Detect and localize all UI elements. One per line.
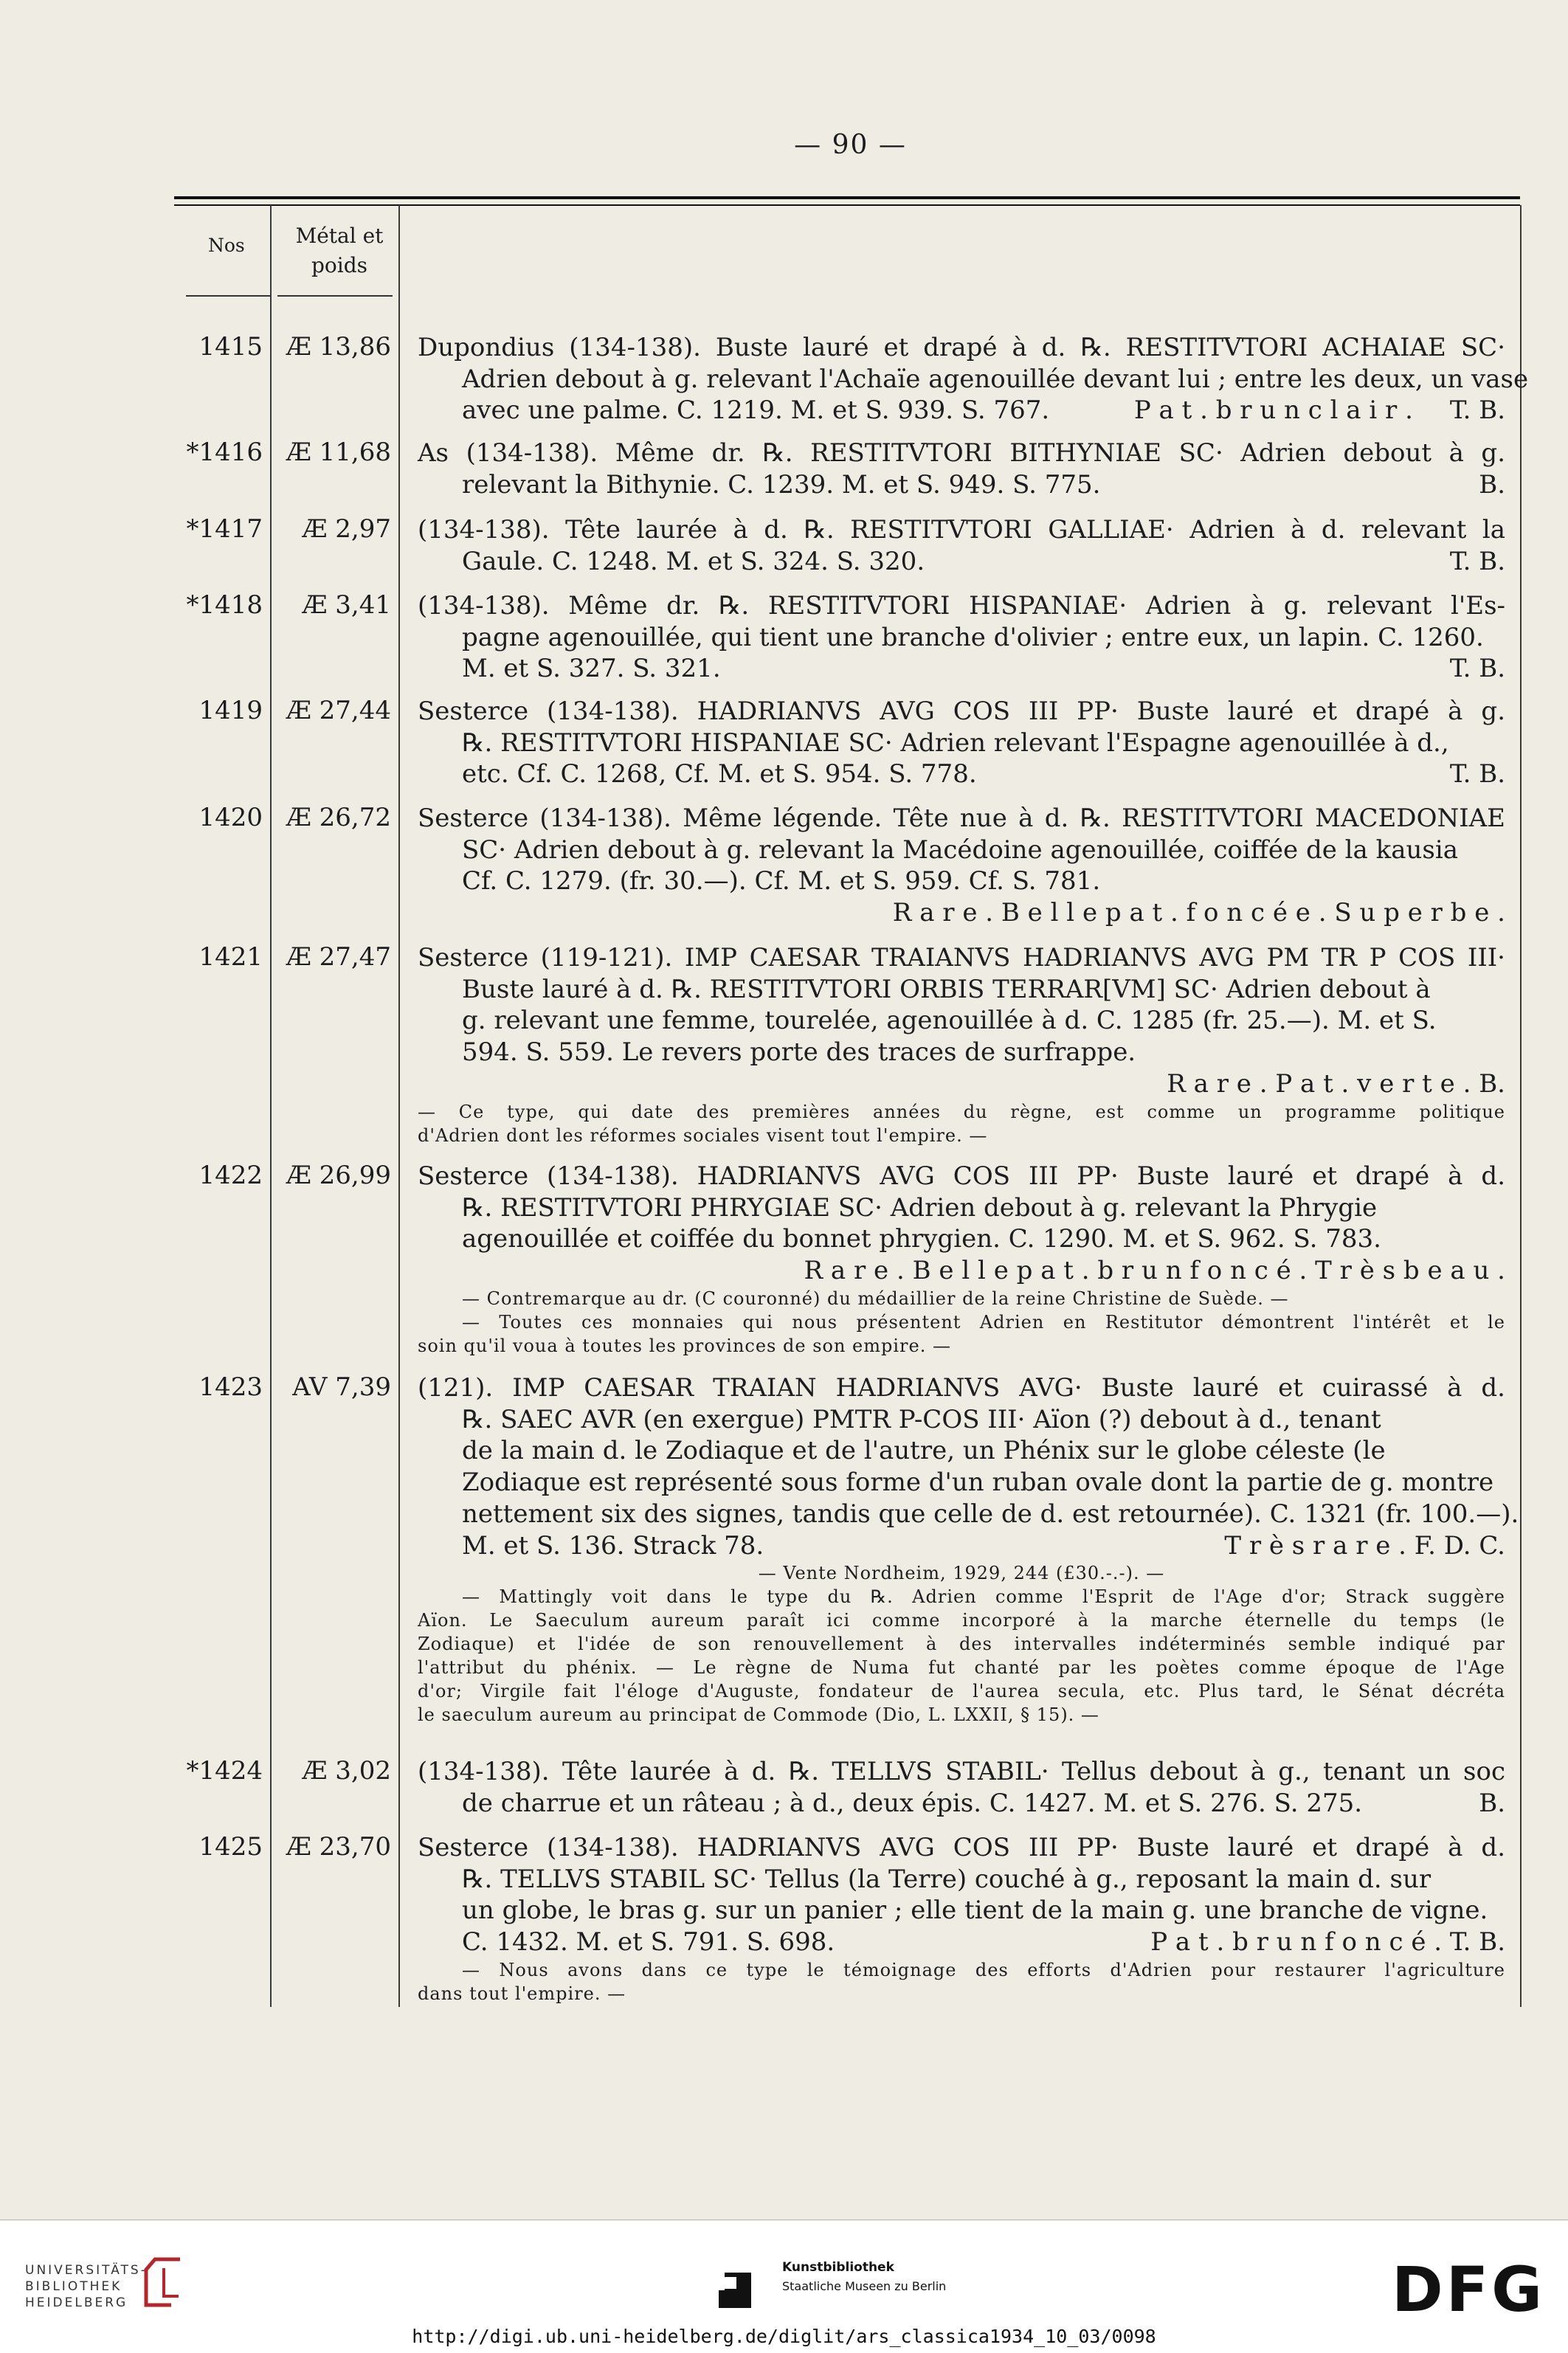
entry-description	[418, 514, 1505, 577]
column-divider-metal	[398, 205, 400, 2007]
entry-note: Zodiaque) et l'idée de son renouvellement à des intervalles indéterminés semble indiqué par	[418, 1634, 1505, 1655]
kunstbibliothek-logo[interactable]	[782, 2258, 946, 2296]
header-metal-line2: poids	[311, 253, 368, 277]
kb-subtitle: Staatliche Museen zu Berlin	[782, 2279, 947, 2293]
entry-grade: R a r e . B e l l e p a t . b r u n f o n c é . T r è s b e a u .	[804, 1256, 1505, 1286]
entry-line: Sesterce (134-138). Même légende. Tête nue à d. ℞. RESTITVTORI MACEDONIAE	[418, 804, 1505, 833]
entry-line: SC· Adrien debout à g. relevant la Macédoine agenouillée, coiffée de la kausia	[462, 835, 1458, 865]
entry-number: 1415	[198, 332, 263, 362]
entry-line: C. 1432. M. et S. 791. S. 698. P a t . b r u n f o n c é . T. B.	[462, 1927, 1505, 1958]
entry-line: g. relevant une femme, tourelée, agenouillée à d. C. 1285 (fr. 25.—). M. et S.	[462, 1006, 1437, 1036]
entry-line: ℞. RESTITVTORI PHRYGIAE SC· Adrien debout à g. relevant la Phrygie	[462, 1192, 1378, 1223]
entry-metal-weight: Æ 2,97	[302, 514, 391, 544]
entry-line: avec une palme. C. 1219. M. et S. 939. S. 767. T. B. P a t . b r u n c l a i r .	[462, 395, 1505, 426]
header-rule-nos	[186, 295, 270, 297]
entry-number: 1421	[198, 942, 263, 972]
entry-description	[418, 1832, 1505, 2005]
entry-note: — Contremarque au dr. (C couronné) du médaillier de la reine Christine de Suède. —	[462, 1288, 1289, 1309]
entry-metal-weight: Æ 26,99	[286, 1161, 391, 1190]
entry-metal-weight: Æ 3,41	[302, 590, 391, 620]
entry-line: ℞. SAEC AVR (en exergue) PMTR P-COS III· Aïon (?) debout à d., tenant	[462, 1404, 1381, 1434]
entry-line: Adrien debout à g. relevant l'Achaïe agenouillée devant lui ; entre les deux, un vase	[462, 364, 1529, 394]
entry-line: de charrue et un râteau ; à d., deux épis. C. 1427. M. et S. 276. S. 275. B.	[462, 1788, 1505, 1818]
entry-line: ℞. RESTITVTORI HISPANIAE SC· Adrien relevant l'Espagne agenouillée à d.,	[462, 728, 1449, 758]
entry-note: le saeculum aureum au principat de Commode (Dio, L. LXXII, § 15). —	[418, 1704, 1099, 1726]
entry-note: — Nous avons dans ce type le témoignage des efforts d'Adrien pour restaurer l'agriculture	[462, 1959, 1505, 1980]
entry-line: Sesterce (134-138). HADRIANVS AVG COS III PP· Buste lauré et drapé à d.	[418, 1833, 1505, 1862]
entry-line: Sesterce (134-138). HADRIANVS AVG COS III PP· Buste lauré et drapé à g.	[418, 697, 1505, 726]
entry-line: etc. Cf. C. 1268, Cf. M. et S. 954. S. 778. T. B.	[462, 759, 1505, 789]
source-url-link[interactable]: http://digi.ub.uni-heidelberg.de/diglit/ars_classica1934_10_03/0098	[412, 2326, 1156, 2347]
entry-line: (134-138). Même dr. ℞. RESTITVTORI HISPANIAE· Adrien à g. relevant l'Es-	[418, 591, 1505, 621]
entry-description	[418, 1161, 1505, 1358]
entry-note: — Vente Nordheim, 1929, 244 (£30.-.-). —	[758, 1563, 1165, 1584]
entry-description	[418, 1372, 1519, 1727]
entry-number: 1420	[198, 803, 263, 832]
column-divider-right	[1520, 205, 1522, 2007]
entry-metal-weight: Æ 3,02	[302, 1756, 391, 1786]
entry-note: — Ce type, qui date des premières années du règne, est comme un programme politique	[418, 1101, 1505, 1122]
entry-number: 1425	[198, 1832, 263, 1862]
uni-logo-line: HEIDELBERG	[25, 2295, 128, 2310]
footer	[0, 2221, 1568, 2353]
entry-number: *1418	[186, 590, 263, 620]
entry-description	[418, 590, 1505, 685]
entry-line: M. et S. 327. S. 321. T. B.	[462, 654, 1505, 684]
entry-description	[418, 696, 1505, 790]
header-metal-weight	[280, 221, 398, 280]
entry-line: Gaule. C. 1248. M. et S. 324. S. 320. T. B.	[462, 546, 1505, 576]
entry-line: nettement six des signes, tandis que celle de d. est retournée). C. 1321 (fr. 100.—).	[462, 1499, 1519, 1529]
header-nos: Nos	[208, 235, 245, 256]
header-metal-line1: Métal et	[295, 224, 384, 248]
top-rule-thin	[174, 204, 1520, 206]
dfg-logo[interactable]: DFG	[1392, 2253, 1546, 2326]
university-mark-icon	[142, 2255, 186, 2309]
entry-line: Zodiaque est représenté sous forme d'un ruban ovale dont la partie de g. montre	[462, 1468, 1494, 1498]
entry-metal-weight: AV 7,39	[292, 1372, 391, 1402]
entry-description	[418, 803, 1505, 929]
footer-divider	[0, 2219, 1568, 2220]
entry-line: Sesterce (134-138). HADRIANVS AVG COS III PP· Buste lauré et drapé à d.	[418, 1161, 1505, 1191]
column-divider-nos	[270, 205, 272, 2007]
entry-note: — Mattingly voit dans le type du ℞. Adrien comme l'Esprit de l'Age d'or; Strack suggère	[462, 1586, 1505, 1608]
entry-line: (134-138). Tête laurée à d. ℞. TELLVS STABIL· Tellus debout à g., tenant un soc	[418, 1757, 1505, 1786]
entry-note: d'Adrien dont les réformes sociales visent tout l'empire. —	[418, 1124, 988, 1146]
entry-metal-weight: Æ 11,68	[286, 438, 391, 467]
entry-line: Dupondius (134-138). Buste lauré et drapé à d. ℞. RESTITVTORI ACHAIAE SC·	[418, 333, 1505, 362]
entry-grade: R a r e . P a t . v e r t e . B.	[1167, 1068, 1505, 1099]
page-number: — 90 —	[794, 130, 907, 160]
entry-note: soin qu'il voua à toutes les provinces de son empire. —	[418, 1335, 951, 1356]
kb-title: Kunstbibliothek	[782, 2260, 894, 2275]
entry-line: (121). IMP CAESAR TRAIAN HADRIANVS AVG· Buste lauré et cuirassé à d.	[418, 1373, 1505, 1403]
entry-metal-weight: Æ 27,44	[286, 696, 391, 725]
entry-metal-weight: Æ 23,70	[286, 1832, 391, 1862]
entry-note: — Toutes ces monnaies qui nous présentent Adrien en Restitutor démontrent l'intérêt et le	[462, 1311, 1505, 1333]
entry-line: un globe, le bras g. sur un panier ; elle tient de la main g. une branche de vigne.	[462, 1896, 1488, 1926]
entry-description	[418, 332, 1529, 426]
entry-line: Buste lauré à d. ℞. RESTITVTORI ORBIS TERRAR[VM] SC· Adrien debout à	[462, 974, 1431, 1004]
uni-logo-line: UNIVERSITÄTS-	[25, 2263, 148, 2278]
uni-logo-line: BIBLIOTHEK	[25, 2279, 122, 2294]
entry-grade: R a r e . B e l l e p a t . f o n c é e . S u p e r b e .	[892, 898, 1505, 928]
entry-line: (134-138). Tête laurée à d. ℞. RESTITVTORI GALLIAE· Adrien à d. relevant la	[418, 515, 1505, 545]
entry-metal-weight: Æ 27,47	[286, 942, 391, 972]
entry-note: dans tout l'empire. —	[418, 1983, 626, 2004]
entry-line: Cf. C. 1279. (fr. 30.—). Cf. M. et S. 959. Cf. S. 781.	[462, 866, 1101, 896]
entry-note: d'or; Virgile fait l'éloge d'Auguste, fondateur de l'aurea secula, etc. Plus tard, le Sénat décréta	[418, 1681, 1505, 1702]
entry-description	[418, 1756, 1505, 1819]
entry-line: pagne agenouillée, qui tient une branche d'olivier ; entre eux, un lapin. C. 1260.	[462, 622, 1484, 652]
entry-number: *1417	[186, 514, 263, 544]
entry-description	[418, 438, 1505, 500]
entry-line: Sesterce (119-121). IMP CAESAR TRAIANVS HADRIANVS AVG PM TR P COS III·	[418, 943, 1505, 972]
entry-metal-weight: Æ 13,86	[286, 332, 391, 362]
top-rule-thick	[174, 196, 1520, 199]
entry-number: 1423	[198, 1372, 263, 1402]
entry-number: *1416	[186, 438, 263, 467]
entry-line: ℞. TELLVS STABIL SC· Tellus (la Terre) couché à g., reposant la main d. sur	[462, 1864, 1431, 1894]
entry-number: 1422	[198, 1161, 263, 1190]
entry-line: relevant la Bithynie. C. 1239. M. et S. 949. S. 775. B.	[462, 469, 1505, 500]
entry-note: l'attribut du phénix. — Le règne de Numa fut chanté par les poètes comme époque de l'Age	[418, 1657, 1505, 1679]
header-rule-metal	[277, 295, 393, 297]
entry-line: de la main d. le Zodiaque et de l'autre, un Phénix sur le globe céleste (le	[462, 1436, 1386, 1466]
university-library-logo[interactable]	[25, 2262, 148, 2311]
entry-line: As (134-138). Même dr. ℞. RESTITVTORI BITHYNIAE SC· Adrien debout à g.	[418, 438, 1505, 468]
entry-note: Aïon. Le Saeculum aureum paraît ici comme incorporé à la marche éternelle du temps (le	[418, 1610, 1505, 1631]
entry-number: *1424	[186, 1756, 263, 1786]
kunstbibliothek-mark-icon	[719, 2270, 756, 2311]
entry-line: 594. S. 559. Le revers porte des traces de surfrappe.	[462, 1037, 1136, 1068]
entry-line: agenouillée et coiffée du bonnet phrygien. C. 1290. M. et S. 962. S. 783.	[462, 1224, 1381, 1254]
entry-number: 1419	[198, 696, 263, 725]
entry-metal-weight: Æ 26,72	[286, 803, 391, 832]
entry-line: M. et S. 136. Strack 78. T r è s r a r e . F. D. C.	[462, 1530, 1505, 1561]
entry-description	[418, 942, 1505, 1147]
